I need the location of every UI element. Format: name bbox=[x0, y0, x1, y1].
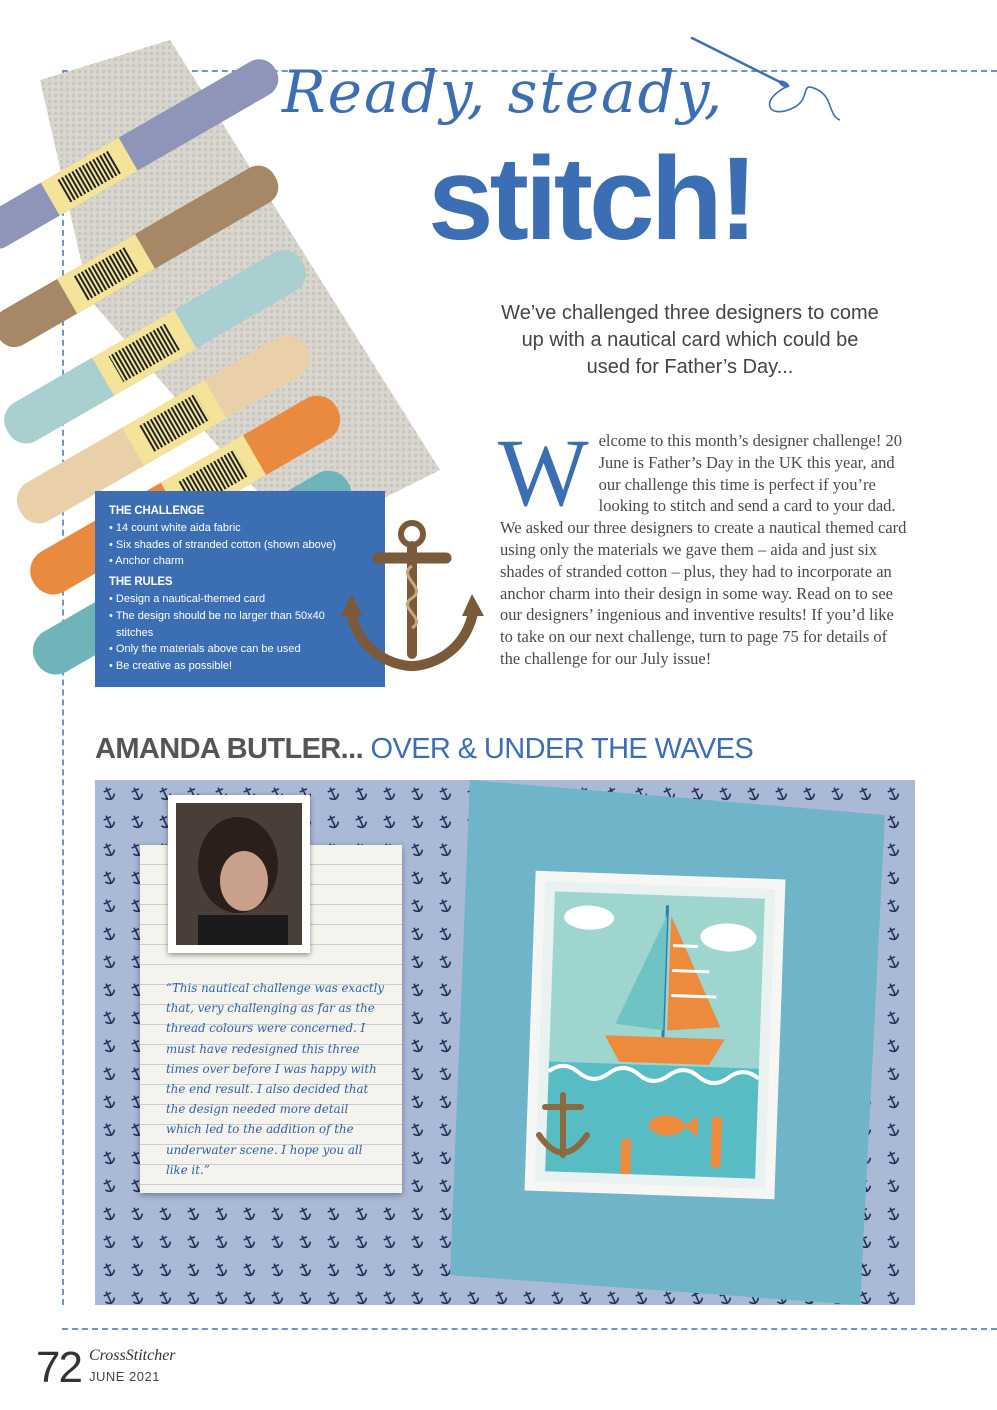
intro-text: elcome to this month’s designer challenge! 20 June is Father’s Day in the UK this year, and our challenge this time is perfect if you’re looking to stitch and send a card to your dad. We asked our three designers to create a nautical themed card using only the materials we gave them – aida and just six shades of stranded cotton – plus, they had to incorporate an anchor charm into their design in some way. Read on to see our designers’ ingenious and inventive results! If you’d like to take on our next challenge, turn to page 75 for details of the challenge for our July issue! bbox=[500, 431, 907, 668]
challenge-heading: THE CHALLENGE bbox=[109, 505, 205, 517]
headline-stitch: stitch! bbox=[428, 133, 754, 265]
portrait-photo bbox=[168, 795, 310, 953]
designer-quote: “This nautical challenge was exactly that, very challenging as far as the thread colours were concerned. I must have redesigned this three times over before I was happy with the end result. I also decided that the design needed more detail which led to the addition of the underwater scene. I hope you all like it.” bbox=[166, 981, 385, 1177]
finished-card-photo bbox=[445, 775, 890, 1310]
intro-paragraph bbox=[498, 419, 910, 670]
designer-portrait bbox=[168, 795, 310, 953]
designer-name: AMANDA BUTLER... bbox=[95, 733, 364, 765]
anchor-charm-icon bbox=[338, 516, 486, 674]
frame-bottom-border bbox=[62, 1328, 997, 1330]
drop-cap: W bbox=[498, 419, 589, 526]
headline-script: Ready, steady, bbox=[282, 58, 725, 126]
rules-list bbox=[109, 591, 375, 675]
issue-date: JUNE 2021 bbox=[89, 1369, 160, 1384]
magazine-logo: CrossStitcher bbox=[89, 1347, 176, 1364]
design-title: OVER & UNDER THE WAVES bbox=[363, 733, 754, 765]
challenge-list bbox=[109, 520, 375, 570]
challenge-item: • Six shades of stranded cotton (shown above) bbox=[109, 538, 337, 551]
rules-item: • Only the materials above can be used bbox=[109, 643, 301, 656]
standfirst: We’ve challenged three designers to come up with a nautical card which could be used for Father’s Day... bbox=[501, 302, 879, 378]
rules-item: • Be creative as possible! bbox=[109, 660, 233, 673]
page-number: 72 bbox=[36, 1343, 81, 1392]
rules-item: • The design should be no larger than 50x40 stitches bbox=[109, 609, 325, 639]
challenge-item: • Anchor charm bbox=[109, 555, 184, 568]
rules-item: • Design a nautical-themed card bbox=[109, 592, 266, 605]
challenge-item: • 14 count white aida fabric bbox=[109, 521, 241, 534]
section-heading bbox=[95, 733, 753, 766]
needle-icon bbox=[688, 30, 848, 130]
rules-heading: THE RULES bbox=[109, 576, 173, 589]
